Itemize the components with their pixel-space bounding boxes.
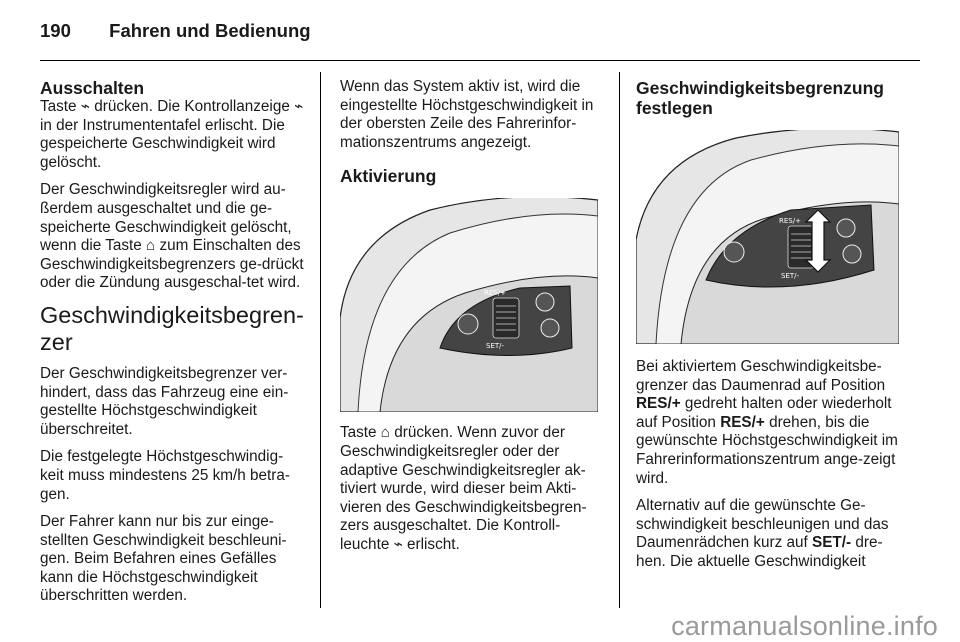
paragraph: Die festgelegte Höchstgeschwindig-keit muss mindestens 25 km/h betra-gen. — [40, 448, 290, 503]
bold-term: SET/- — [812, 534, 852, 552]
column-1 — [40, 78, 306, 615]
column-3 — [636, 78, 904, 581]
paragraph: Taste ⌁ drücken. Die Kontrollanzeige ⌁ in der Instrumententafel erlischt. Die gespeicherte Geschwindigkeit wird gelöscht. — [40, 98, 304, 171]
text-run: Alternativ auf die gewünschte Ge-schwindigkeit beschleunigen und das Daumenrädchen kurz auf — [636, 497, 889, 552]
section-heading-festlegen: Geschwindigkeitsbegrenzung festlegen — [636, 78, 884, 118]
page-header — [40, 20, 311, 42]
header-rule — [40, 60, 920, 61]
text-run: Bei aktiviertem Geschwindigkeitsbe-grenzer das Daumenrad auf Position — [636, 358, 886, 394]
steering-wheel-figure-1 — [340, 198, 598, 412]
bold-term: RES/+ — [636, 395, 681, 413]
fig2-set-label: SET/- — [781, 272, 800, 280]
section-heading-geschwindigkeitsbegrenzer: Geschwindigkeitsbegren-zer — [40, 301, 304, 355]
paragraph: Taste ⌂ drücken. Wenn zuvor der Geschwindigkeitsregler oder der adaptive Geschwindigkeitsregler ak-tiviert wurde, wird dieser beim Akti-vieren des Geschwindigkeitsbegren-zers ausgeschaltet. Die Kontroll-leuchte ⌁ erlischt. — [340, 424, 587, 553]
column-divider-2 — [619, 72, 620, 608]
paragraph — [636, 358, 904, 488]
text-run: gedreht halten oder wiederholt auf Position — [636, 395, 892, 431]
paragraph: Wenn das System aktiv ist, wird die eingestellte Höchstgeschwindigkeit in der obersten Zeile des Fahrerinfor-mationszentrums angezeigt. — [340, 78, 594, 151]
fig1-res-label: RES/+ — [484, 289, 506, 298]
bold-term: RES/+ — [720, 413, 765, 431]
watermark: carmanualsonline.info — [671, 611, 938, 641]
paragraph: Der Fahrer kann nur bis zur einge-stellten Geschwindigkeit beschleuni-gen. Beim Befahren eines Gefälles kann die Höchstgeschwindigkeit überschritten werden. — [40, 513, 287, 605]
page-number: 190 — [40, 20, 71, 41]
text-run: drehen, bis die gewünschte Höchstgeschwindigkeit im Fahrerinformationszentrum ange-zeigt wird. — [636, 413, 898, 487]
paragraph: Der Geschwindigkeitsbegrenzer ver-hindert, dass das Fahrzeug eine ein-gestellte Höchstgeschwindigkeit überschreitet. — [40, 364, 289, 438]
fig1-set-label: SET/- — [486, 342, 505, 351]
fig2-res-label: RES/+ — [779, 217, 801, 225]
paragraph — [636, 497, 904, 571]
column-divider-1 — [320, 72, 321, 608]
section-heading-ausschalten: Ausschalten — [40, 78, 145, 98]
paragraph: Der Geschwindigkeitsregler wird au-ßerdem ausgeschaltet und die ge-speicherte Geschwindigkeit gelöscht, wenn die Taste ⌂ zum Einschalten des Geschwindigkeitsbegrenzers ge-drückt oder die Zündung ausgeschal-tet wird. — [40, 181, 304, 292]
text-run: dre-hen. Die aktuelle Geschwindigkeit — [636, 534, 883, 570]
page-title: Fahren und Bedienung — [109, 20, 311, 41]
column-2 — [340, 78, 602, 564]
section-heading-aktivierung: Aktivierung — [340, 166, 437, 187]
steering-wheel-figure-2 — [636, 130, 899, 344]
